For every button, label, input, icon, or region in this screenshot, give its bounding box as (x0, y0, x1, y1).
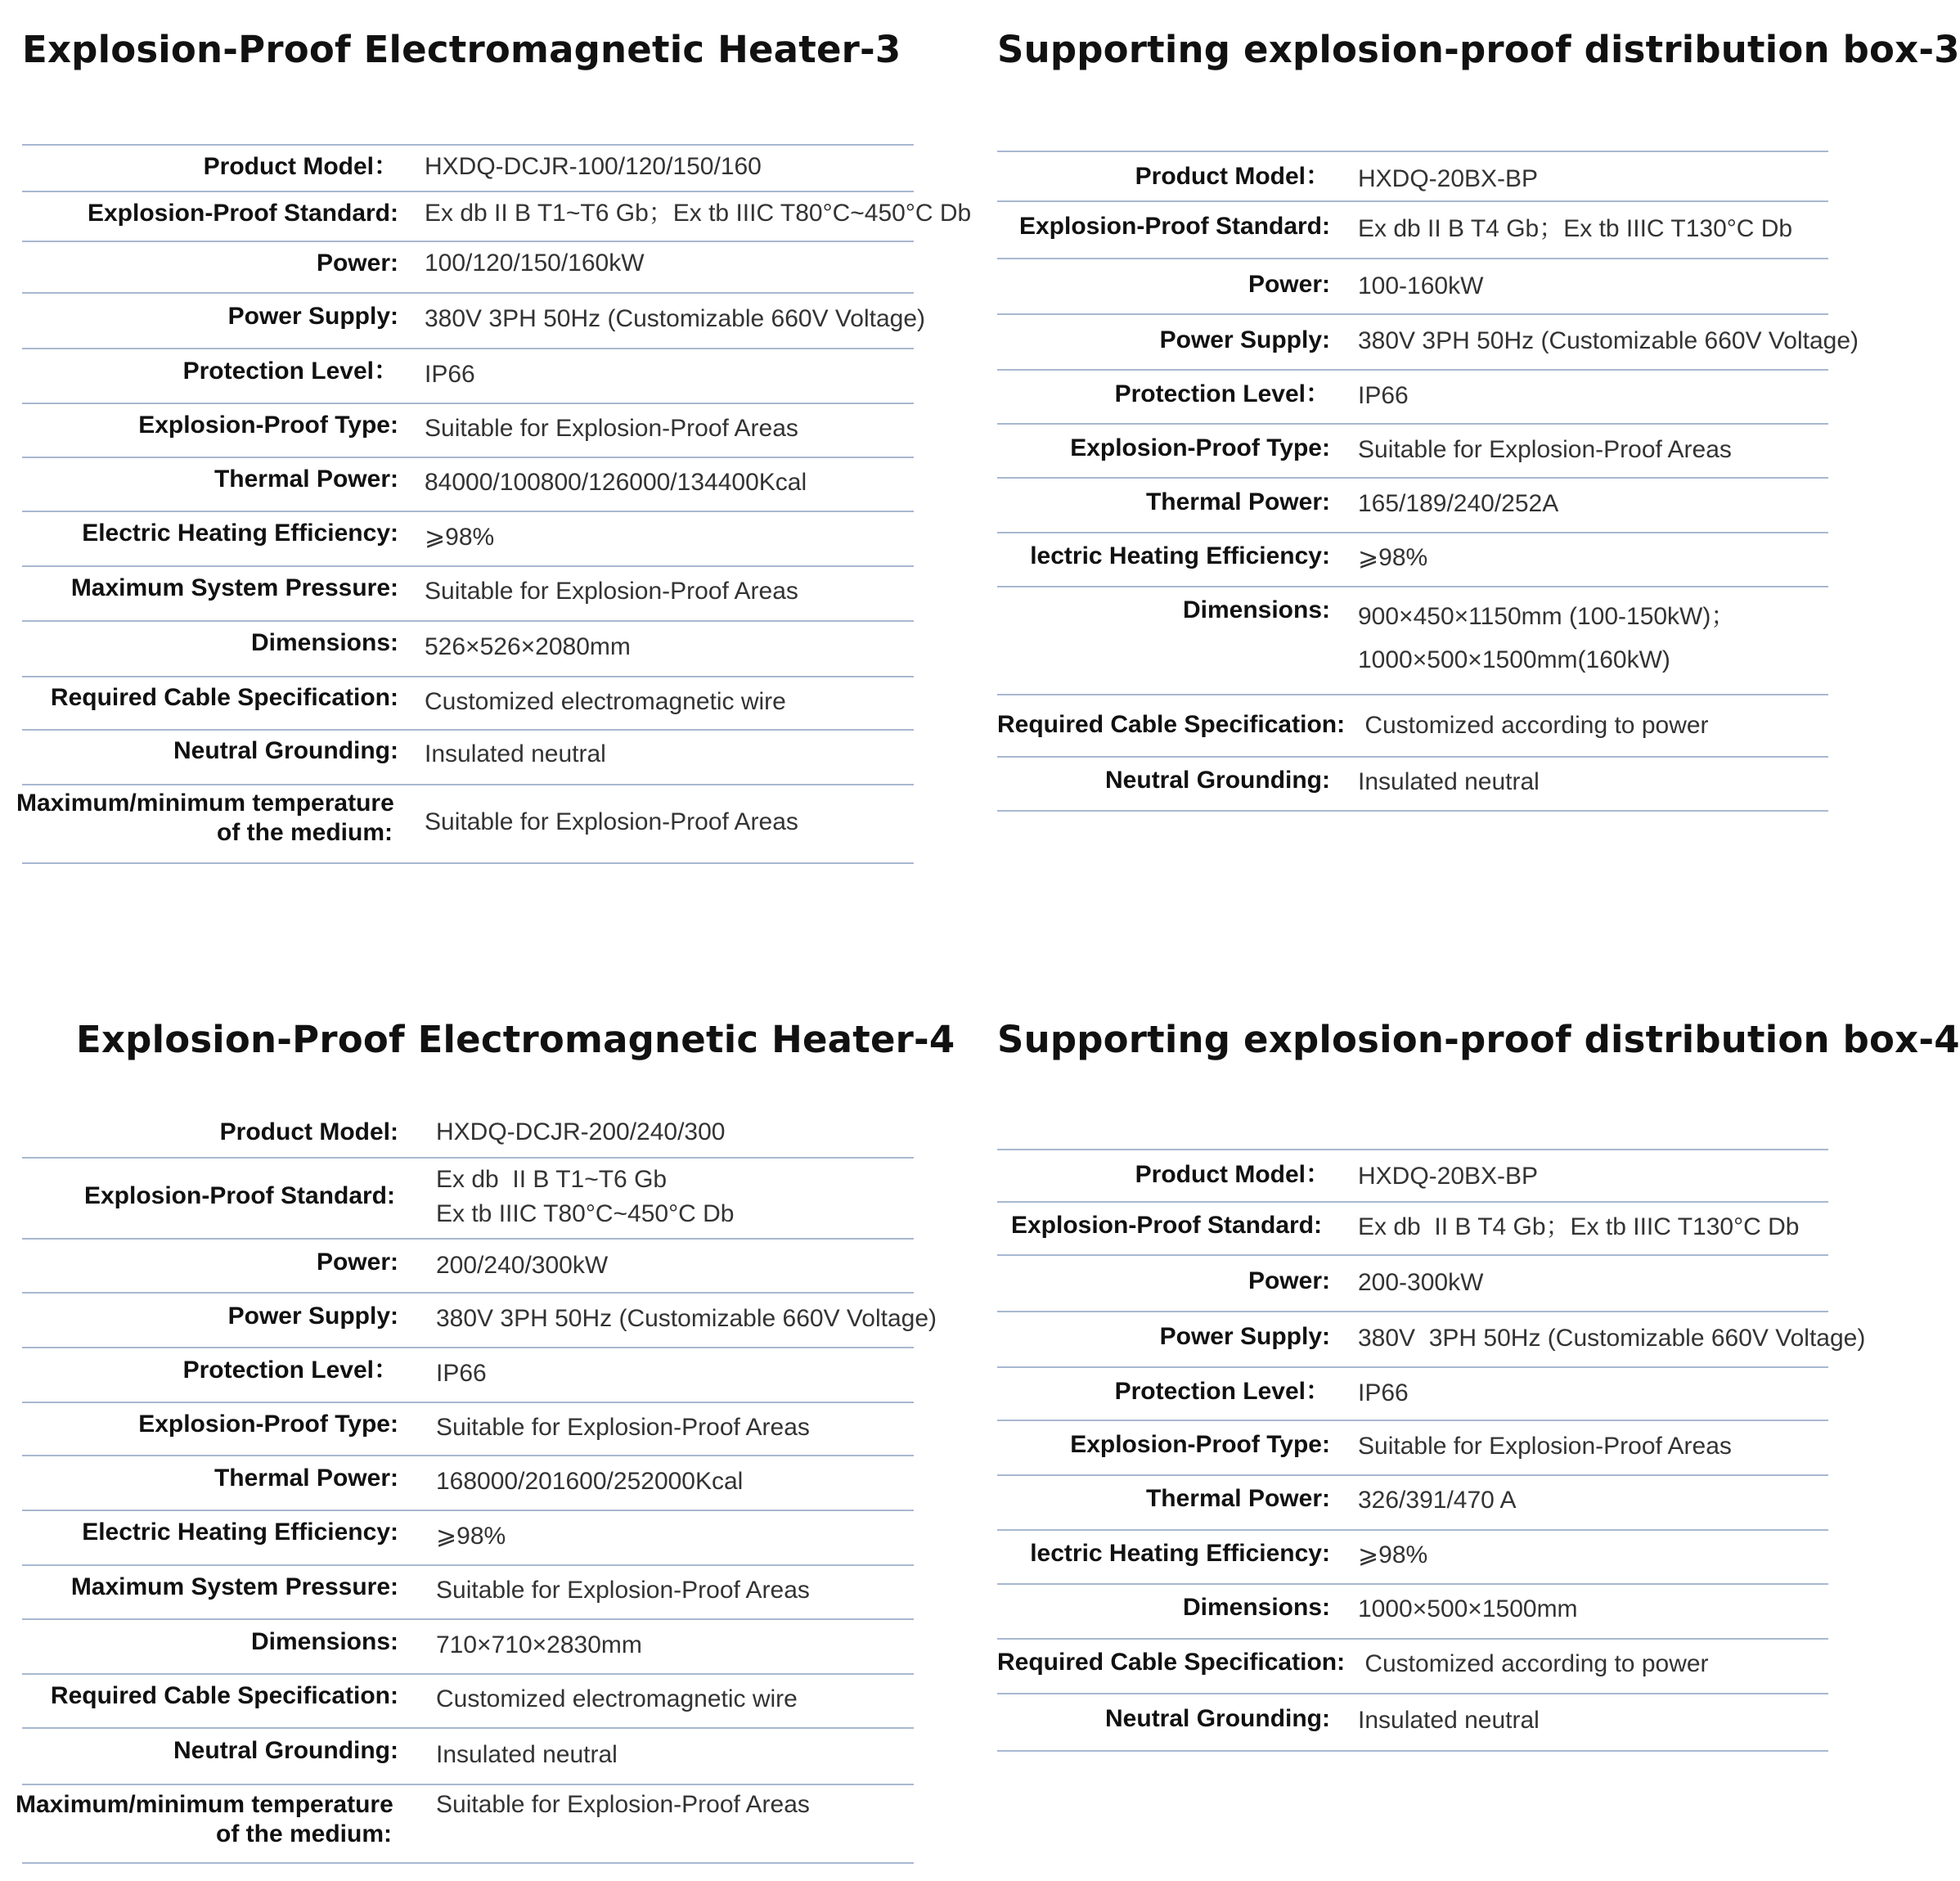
panel-title: Supporting explosion-proof distribution box-3 (997, 28, 1960, 71)
spec-row-neutral-grounding (997, 756, 1828, 810)
spec-value: Suitable for Explosion-Proof Areas (425, 808, 798, 835)
spec-table (997, 151, 1859, 812)
spec-label: Product Model： (1135, 1161, 1330, 1188)
spec-label: Maximum System Pressure: (70, 574, 398, 601)
spec-label: Dimensions: (1182, 596, 1330, 623)
spec-value: 168000/201600/252000Kcal (436, 1468, 744, 1495)
spec-label: Explosion-Proof Type: (138, 1411, 398, 1438)
spec-label-line: Maximum/minimum temperature (16, 790, 394, 817)
spec-label: Required Cable Specification: (997, 1649, 1346, 1676)
spec-value: HXDQ-20BX-BP (1358, 1163, 1539, 1190)
spec-label: Electric Heating Efficiency: (82, 520, 398, 547)
spec-value: 380V 3PH 50Hz (Customizable 660V Voltage) (1358, 327, 1859, 354)
spec-label: Neutral Grounding: (173, 1737, 398, 1764)
spec-row-explosion-proof-standard (22, 191, 972, 241)
spec-value: 380V 3PH 50Hz (Customizable 660V Voltage) (436, 1305, 937, 1332)
spec-value: Suitable for Explosion-Proof Areas (1358, 436, 1732, 463)
spec-label: Product Model: (219, 1118, 398, 1145)
spec-row-max-system-pressure (22, 1564, 914, 1618)
spec-table (997, 1149, 1866, 1762)
panel-distribution-box-3 (929, 0, 1960, 941)
spec-value: Customized according to power (1358, 1650, 1709, 1677)
spec-value: 526×526×2080mm (425, 633, 631, 660)
spec-value: 380V 3PH 50Hz (Customizable 660V Voltage) (425, 305, 926, 332)
spec-label: Explosion-Proof Standard: (83, 1182, 395, 1209)
spec-value: HXDQ-DCJR-100/120/150/160 (425, 153, 762, 180)
spec-row-cable-specification (997, 694, 1828, 756)
spec-label: Protection Level： (182, 358, 398, 385)
spec-label: Product Model： (203, 153, 398, 180)
table-divider (997, 1750, 1828, 1752)
spec-value: Suitable for Explosion-Proof Areas (436, 1577, 810, 1604)
panel-distribution-box-4 (929, 941, 1960, 1881)
table-divider (22, 1862, 914, 1864)
spec-row-power (997, 258, 1828, 313)
spec-value: Suitable for Explosion-Proof Areas (425, 415, 798, 442)
spec-row-cable-specification (997, 1638, 1828, 1693)
panel-title: Supporting explosion-proof distribution box-4 (997, 1018, 1960, 1061)
spec-row-product-model (997, 151, 1828, 200)
spec-label (16, 1790, 392, 1849)
spec-row-dimensions (997, 586, 1828, 694)
spec-row-neutral-grounding (997, 1693, 1828, 1750)
spec-row-explosion-proof-type (997, 1420, 1828, 1474)
spec-row-thermal-power (997, 1474, 1828, 1529)
spec-label: Neutral Grounding: (1105, 767, 1330, 794)
spec-row-dimensions (22, 1618, 914, 1673)
spec-label: Explosion-Proof Standard: (1010, 1212, 1322, 1239)
spec-value: Insulated neutral (1358, 768, 1540, 795)
spec-value: 710×710×2830mm (436, 1631, 642, 1658)
spec-value: Ex db II B T1~T6 Gb；Ex tb IIIC T80°C~450°C Db (425, 200, 972, 227)
spec-value: ⩾98% (1358, 544, 1428, 571)
spec-label: Thermal Power: (214, 1465, 398, 1492)
spec-label-line: of the medium: (217, 819, 393, 846)
spec-row-protection-level (22, 348, 914, 403)
spec-table (16, 1118, 937, 1880)
spec-value: Suitable for Explosion-Proof Areas (1358, 1433, 1732, 1460)
spec-label: Power: (316, 1249, 398, 1276)
table-divider (22, 862, 914, 864)
spec-value (436, 1163, 734, 1231)
spec-table (16, 144, 972, 864)
spec-value-line: 1000×500×1500mm(160kW) (1358, 646, 1670, 673)
spec-row-heating-efficiency (22, 1510, 914, 1564)
spec-label: Neutral Grounding: (173, 737, 398, 764)
spec-value: IP66 (1358, 1379, 1409, 1406)
spec-row-power-supply (997, 1311, 1866, 1366)
spec-value (1358, 595, 1735, 682)
spec-row-neutral-grounding (22, 729, 914, 784)
spec-row-power-supply (22, 292, 926, 348)
spec-value: HXDQ-DCJR-200/240/300 (436, 1118, 726, 1145)
spec-value: 1000×500×1500mm (1358, 1595, 1578, 1622)
spec-label: Required Cable Specification: (50, 684, 398, 711)
spec-row-neutral-grounding (22, 1727, 914, 1784)
spec-value: Suitable for Explosion-Proof Areas (436, 1791, 810, 1818)
spec-value: 200-300kW (1358, 1269, 1484, 1296)
spec-label: Dimensions: (250, 1628, 398, 1655)
spec-value: Ex db II B T4 Gb；Ex tb IIIC T130°C Db (1358, 215, 1793, 242)
spec-row-medium-temperature (16, 1784, 914, 1862)
spec-value: Ex db II B T4 Gb；Ex tb IIIC T130°C Db (1358, 1213, 1800, 1240)
spec-row-explosion-proof-standard (997, 1201, 1828, 1254)
spec-label: Power: (1247, 271, 1330, 298)
spec-value: Customized according to power (1358, 712, 1709, 739)
spec-label: Explosion-Proof Standard: (1018, 213, 1330, 240)
table-divider (997, 810, 1828, 812)
spec-label: Explosion-Proof Type: (138, 412, 398, 439)
spec-value: Suitable for Explosion-Proof Areas (436, 1414, 810, 1441)
spec-row-product-model (22, 1118, 914, 1157)
spec-row-protection-level (997, 369, 1828, 423)
spec-row-explosion-proof-standard (997, 200, 1828, 258)
spec-value-line: Ex tb IIIC T80°C~450°C Db (436, 1200, 735, 1227)
spec-value: 326/391/470 A (1358, 1487, 1517, 1514)
spec-row-heating-efficiency (22, 511, 914, 565)
spec-row-power-supply (22, 1292, 937, 1347)
spec-value: 380V 3PH 50Hz (Customizable 660V Voltage) (1358, 1325, 1866, 1352)
spec-row-cable-specification (22, 1673, 914, 1727)
spec-value: 200/240/300kW (436, 1252, 609, 1279)
spec-row-protection-level (997, 1366, 1828, 1420)
spec-label: Thermal Power: (1145, 1485, 1330, 1512)
spec-value: IP66 (1358, 382, 1409, 409)
spec-label: Dimensions: (250, 629, 398, 656)
spec-value: 100/120/150/160kW (425, 250, 645, 277)
spec-label: Power Supply: (227, 1303, 398, 1330)
spec-label: Protection Level： (1114, 380, 1330, 407)
spec-row-explosion-proof-standard (22, 1157, 914, 1238)
spec-row-medium-temperature (16, 784, 914, 862)
spec-row-thermal-power (997, 477, 1828, 532)
spec-label: Power Supply: (1159, 326, 1330, 353)
spec-row-power-supply (997, 313, 1859, 369)
spec-label (16, 789, 393, 848)
spec-label: lectric Heating Efficiency: (1030, 542, 1330, 569)
spec-label: Explosion-Proof Type: (1070, 1431, 1330, 1458)
spec-label: Neutral Grounding: (1105, 1705, 1330, 1732)
spec-label: Electric Heating Efficiency: (82, 1519, 398, 1546)
spec-value: IP66 (436, 1360, 487, 1387)
spec-row-power (997, 1254, 1828, 1311)
spec-label: Product Model： (1135, 163, 1330, 190)
spec-row-heating-efficiency (997, 1529, 1828, 1583)
spec-label: Protection Level： (182, 1357, 398, 1384)
spec-value-line: Ex db II B T1~T6 Gb (436, 1166, 668, 1193)
spec-row-heating-efficiency (997, 532, 1828, 586)
spec-row-dimensions (22, 620, 914, 676)
spec-value: Insulated neutral (436, 1741, 618, 1768)
panel-title: Explosion-Proof Electromagnetic Heater-4 (76, 1018, 955, 1061)
spec-value: Insulated neutral (425, 740, 606, 767)
spec-value: Customized electromagnetic wire (425, 688, 786, 715)
spec-label: Power Supply: (227, 303, 398, 330)
spec-label: Thermal Power: (1145, 488, 1330, 515)
spec-label: lectric Heating Efficiency: (1030, 1540, 1330, 1567)
spec-row-thermal-power (22, 457, 914, 511)
spec-label: Thermal Power: (214, 466, 398, 493)
spec-row-protection-level (22, 1347, 914, 1402)
spec-value: ⩾98% (425, 524, 495, 551)
spec-row-thermal-power (22, 1455, 914, 1510)
spec-value: Suitable for Explosion-Proof Areas (425, 578, 798, 605)
spec-value: 165/189/240/252A (1358, 490, 1559, 517)
spec-value: 100-160kW (1358, 272, 1484, 299)
spec-value: ⩾98% (436, 1523, 506, 1550)
spec-value: HXDQ-20BX-BP (1358, 165, 1539, 192)
spec-row-power (22, 241, 914, 292)
spec-row-explosion-proof-type (22, 1402, 914, 1455)
spec-row-cable-specification (22, 676, 914, 729)
spec-row-product-model (997, 1149, 1828, 1201)
spec-value: ⩾98% (1358, 1541, 1428, 1568)
spec-label: Explosion-Proof Type: (1070, 434, 1330, 461)
spec-value-line: 900×450×1150mm (100-150kW)； (1358, 603, 1736, 630)
spec-row-product-model (22, 144, 914, 191)
spec-label-line: of the medium: (216, 1820, 392, 1847)
spec-value: Insulated neutral (1358, 1707, 1540, 1734)
spec-label: Power: (316, 250, 398, 277)
spec-label-line: Maximum/minimum temperature (16, 1791, 393, 1818)
spec-row-explosion-proof-type (997, 423, 1828, 477)
spec-value: IP66 (425, 361, 475, 388)
spec-label: Required Cable Specification: (997, 711, 1346, 738)
spec-value: Customized electromagnetic wire (436, 1685, 798, 1712)
spec-label: Power Supply: (1159, 1323, 1330, 1350)
spec-row-dimensions (997, 1583, 1828, 1638)
spec-value: 84000/100800/126000/134400Kcal (425, 469, 807, 496)
spec-label: Dimensions: (1182, 1594, 1330, 1621)
panel-heater-4 (0, 941, 955, 1881)
panel-heater-3 (0, 0, 972, 941)
spec-label: Power: (1247, 1267, 1330, 1294)
spec-row-power (22, 1238, 914, 1292)
spec-label: Explosion-Proof Standard: (87, 200, 398, 227)
spec-row-max-system-pressure (22, 565, 914, 620)
spec-row-explosion-proof-type (22, 403, 914, 457)
spec-label: Protection Level： (1114, 1378, 1330, 1405)
spec-label: Maximum System Pressure: (70, 1573, 398, 1600)
spec-label: Required Cable Specification: (50, 1682, 398, 1709)
panel-title: Explosion-Proof Electromagnetic Heater-3 (22, 28, 901, 71)
